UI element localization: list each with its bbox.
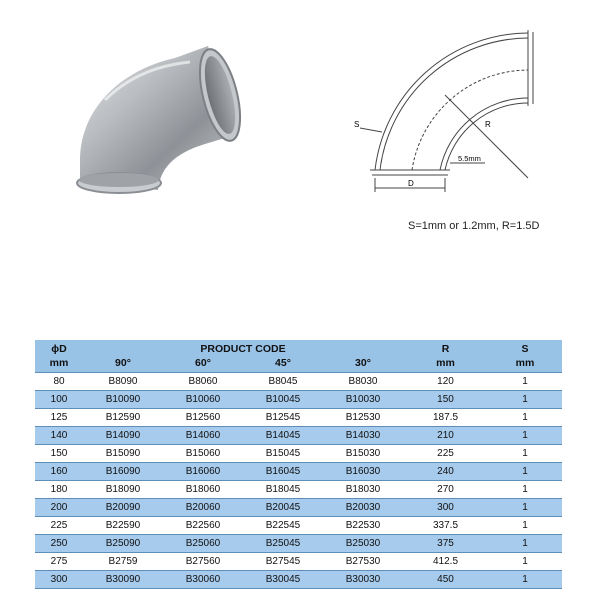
cell-code-90: B18090 — [83, 481, 163, 499]
cell-code-45: B15045 — [243, 445, 323, 463]
cell-diameter: 150 — [35, 445, 83, 463]
cell-code-90: B20090 — [83, 499, 163, 517]
cell-radius: 450 — [403, 571, 488, 589]
cell-code-60: B10060 — [163, 391, 243, 409]
cell-diameter: 180 — [35, 481, 83, 499]
cell-diameter: 250 — [35, 535, 83, 553]
table-row — [35, 373, 562, 391]
cell-thickness: 1 — [488, 481, 562, 499]
cell-thickness: 1 — [488, 499, 562, 517]
cell-thickness: 1 — [488, 463, 562, 481]
subheader-30deg: 30° — [323, 356, 403, 373]
cell-code-90: B25090 — [83, 535, 163, 553]
subheader-thickness-unit: mm — [488, 356, 562, 373]
cell-radius: 337.5 — [403, 517, 488, 535]
cell-code-45: B25045 — [243, 535, 323, 553]
table-subheader-row — [35, 356, 562, 373]
cell-code-90: B8090 — [83, 373, 163, 391]
cell-radius: 270 — [403, 481, 488, 499]
table-row — [35, 499, 562, 517]
cell-code-45: B16045 — [243, 463, 323, 481]
table-header-row — [35, 340, 562, 356]
cell-code-60: B14060 — [163, 427, 243, 445]
cell-code-30: B14030 — [323, 427, 403, 445]
cell-thickness: 1 — [488, 445, 562, 463]
cell-thickness: 1 — [488, 553, 562, 571]
cell-radius: 412.5 — [403, 553, 488, 571]
cell-diameter: 300 — [35, 571, 83, 589]
cell-code-90: B14090 — [83, 427, 163, 445]
cell-code-45: B18045 — [243, 481, 323, 499]
table-row — [35, 445, 562, 463]
cell-code-30: B12530 — [323, 409, 403, 427]
cell-code-90: B2759 — [83, 553, 163, 571]
table-row — [35, 409, 562, 427]
cell-thickness: 1 — [488, 391, 562, 409]
cell-code-30: B15030 — [323, 445, 403, 463]
cell-code-60: B15060 — [163, 445, 243, 463]
cell-radius: 150 — [403, 391, 488, 409]
drawing-r-label: R — [485, 120, 491, 129]
cell-diameter: 80 — [35, 373, 83, 391]
cell-code-45: B22545 — [243, 517, 323, 535]
drawing-dimension-label: 5.5mm — [458, 154, 481, 163]
cell-code-60: B8060 — [163, 373, 243, 391]
cell-code-90: B12590 — [83, 409, 163, 427]
drawing-s-label: S — [354, 120, 360, 129]
cell-code-90: B22590 — [83, 517, 163, 535]
subheader-radius-unit: mm — [403, 356, 488, 373]
cell-diameter: 125 — [35, 409, 83, 427]
cell-code-30: B25030 — [323, 535, 403, 553]
cell-code-60: B25060 — [163, 535, 243, 553]
table-row — [35, 427, 562, 445]
header-product-code: PRODUCT CODE — [83, 340, 403, 356]
cell-thickness: 1 — [488, 517, 562, 535]
product-spec-table — [35, 340, 562, 589]
cell-diameter: 160 — [35, 463, 83, 481]
cell-radius: 375 — [403, 535, 488, 553]
cell-diameter: 225 — [35, 517, 83, 535]
table-row — [35, 571, 562, 589]
spec-caption: S=1mm or 1.2mm, R=1.5D — [408, 220, 540, 232]
subheader-60deg: 60° — [163, 356, 243, 373]
header-thickness: S — [488, 340, 562, 356]
cell-code-30: B10030 — [323, 391, 403, 409]
table-body — [35, 373, 562, 589]
cell-diameter: 100 — [35, 391, 83, 409]
cell-code-30: B22530 — [323, 517, 403, 535]
subheader-90deg: 90° — [83, 356, 163, 373]
cell-code-90: B15090 — [83, 445, 163, 463]
cell-diameter: 200 — [35, 499, 83, 517]
cell-code-60: B16060 — [163, 463, 243, 481]
elbow-technical-drawing — [350, 10, 550, 205]
table-row — [35, 481, 562, 499]
header-radius: R — [403, 340, 488, 356]
drawing-d-label: D — [408, 179, 414, 188]
cell-code-90: B16090 — [83, 463, 163, 481]
cell-code-60: B27560 — [163, 553, 243, 571]
cell-thickness: 1 — [488, 427, 562, 445]
cell-code-45: B12545 — [243, 409, 323, 427]
cell-radius: 300 — [403, 499, 488, 517]
cell-radius: 225 — [403, 445, 488, 463]
cell-code-30: B30030 — [323, 571, 403, 589]
elbow-photo — [60, 40, 245, 200]
table-row — [35, 391, 562, 409]
cell-thickness: 1 — [488, 571, 562, 589]
cell-code-30: B18030 — [323, 481, 403, 499]
cell-thickness: 1 — [488, 535, 562, 553]
cell-code-60: B18060 — [163, 481, 243, 499]
cell-code-45: B8045 — [243, 373, 323, 391]
cell-code-45: B30045 — [243, 571, 323, 589]
cell-code-60: B12560 — [163, 409, 243, 427]
cell-radius: 120 — [403, 373, 488, 391]
cell-code-45: B10045 — [243, 391, 323, 409]
cell-radius: 240 — [403, 463, 488, 481]
cell-thickness: 1 — [488, 409, 562, 427]
cell-code-60: B22560 — [163, 517, 243, 535]
table-row — [35, 535, 562, 553]
cell-radius: 210 — [403, 427, 488, 445]
cell-code-30: B20030 — [323, 499, 403, 517]
cell-radius: 187.5 — [403, 409, 488, 427]
header-diameter: ϕD — [35, 340, 83, 356]
cell-code-30: B16030 — [323, 463, 403, 481]
cell-code-90: B30090 — [83, 571, 163, 589]
cell-code-30: B8030 — [323, 373, 403, 391]
cell-diameter: 275 — [35, 553, 83, 571]
subheader-45deg: 45° — [243, 356, 323, 373]
cell-diameter: 140 — [35, 427, 83, 445]
table-row — [35, 517, 562, 535]
cell-code-45: B14045 — [243, 427, 323, 445]
subheader-diameter-unit: mm — [35, 356, 83, 373]
table-row — [35, 553, 562, 571]
cell-code-60: B20060 — [163, 499, 243, 517]
cell-code-30: B27530 — [323, 553, 403, 571]
cell-thickness: 1 — [488, 373, 562, 391]
cell-code-45: B20045 — [243, 499, 323, 517]
cell-code-45: B27545 — [243, 553, 323, 571]
cell-code-90: B10090 — [83, 391, 163, 409]
cell-code-60: B30060 — [163, 571, 243, 589]
table-row — [35, 463, 562, 481]
